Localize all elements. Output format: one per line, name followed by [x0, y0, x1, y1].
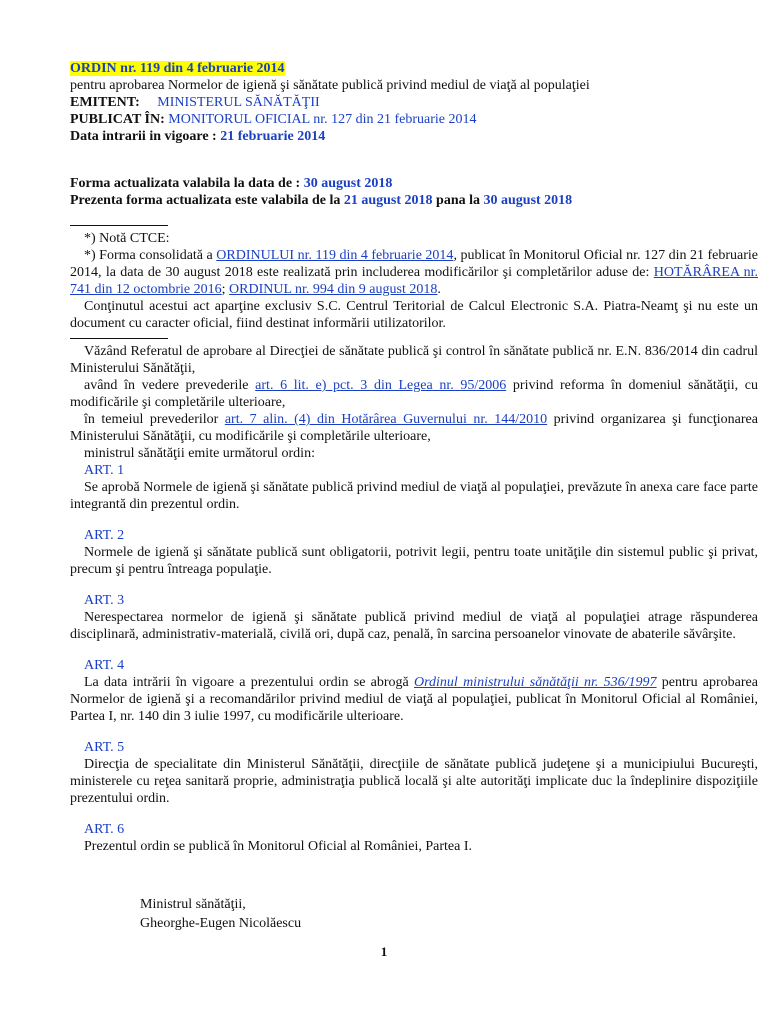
order-title-line: [70, 60, 758, 77]
article-5-label: ART. 5: [84, 740, 125, 755]
signature-role: Ministrul sănătăţii,: [140, 897, 246, 912]
document-page: [70, 60, 758, 933]
note-p1-end: .: [437, 282, 441, 297]
signature-name: Gheorghe-Eugen Nicolăescu: [140, 916, 302, 931]
article-6-text: Prezentul ordin se publică în Monitorul Oficial al României, Partea I.: [84, 839, 473, 854]
publicat-line: [70, 111, 758, 128]
article-6-label: ART. 6: [84, 822, 125, 837]
order-subtitle: pentru aprobarea Normelor de igienă şi sănătate publică privind mediul de viaţă al populaţiei: [70, 78, 590, 93]
note-paragraph-2: Conţinutul acestui act aparţine exclusiv S.C. Centrul Teritorial de Calcul Electronic S.A. Piatra-Neamţ şi nu este un document cu caracter oficial, fiind destinat informării utilizatorilor.: [70, 299, 758, 331]
legea-95-2006-link[interactable]: art. 6 lit. e) pct. 3 din Legea nr. 95/2006: [255, 378, 507, 393]
forma-date-to: 30 august 2018: [483, 193, 573, 208]
order-title: ORDIN nr. 119 din 4 februarie 2014: [70, 61, 285, 76]
ordinul-994-link[interactable]: ORDINUL nr. 994 din 9 august 2018: [229, 282, 438, 297]
preamble-paragraph-2: [70, 377, 758, 411]
note-p1-text-b: , publicat în Monitorul Oficial nr. 127 din 21 februarie 2014, la data de 30 august 2018 este realizată prin includerea modificărilor şi completărilor aduse de:: [70, 248, 759, 280]
article-2-text: Normele de igienă şi sănătate publică sunt obligatorii, potrivit legii, pentru toate unităţile din sistemul public şi privat, precum şi pentru întreaga populaţie.: [70, 545, 758, 577]
vigoare-line: [70, 128, 758, 145]
forma-line-1: [70, 175, 758, 192]
note-paragraph-1: [70, 247, 758, 298]
preamble-p3-text-b: privind organizarea şi funcţionarea Ministerului Sănătăţii, cu modificările şi completările ulterioare,: [70, 412, 758, 444]
emitent-value: MINISTERUL SĂNĂTĂŢII: [157, 95, 320, 110]
preamble-paragraph-4: ministrul sănătăţii emite următorul ordin:: [84, 446, 315, 461]
note-p1-text-a: *) Forma consolidată a: [84, 248, 213, 263]
hotararea-741-link[interactable]: HOTĂRÂREA nr. 741 din 12 octombrie 2016: [70, 265, 759, 297]
note-p1-sep: ;: [221, 282, 226, 297]
emitent-label: EMITENT:: [70, 95, 140, 110]
article-4-label: ART. 4: [84, 658, 125, 673]
article-5-text: Direcţia de specialitate din Ministerul Sănătăţii, direcţiile de sănătate publică judeţene şi a municipiului Bucureşti, ministerele cu reţea sanitară proprie, administraţia publică locală şi alte autorităţi implicate duc la îndeplinire dispoziţiile prezentului ordin.: [70, 757, 758, 806]
forma-line-2: [70, 192, 758, 209]
article-3-label: ART. 3: [84, 593, 125, 608]
preamble-p2-text-b: privind reforma în domeniul sănătăţii, cu modificările şi completările ulterioare,: [70, 378, 759, 410]
publicat-label: PUBLICAT ÎN:: [70, 112, 165, 127]
forma-date-from: 21 august 2018: [343, 193, 433, 208]
article-1-text: Se aprobă Normele de igienă şi sănătate publică privind mediul de viaţă al populaţiei, prevăzute în anexa care face parte integrantă din prezentul ordin.: [70, 480, 758, 512]
forma-label-2: Prezenta forma actualizata este valabila de la: [70, 193, 341, 208]
vigoare-label: Data intrarii in vigoare :: [70, 129, 217, 144]
emitent-line: [70, 94, 758, 111]
preamble-paragraph-1: Văzând Referatul de aprobare al Direcţiei de sănătate publică şi control în sănătate publică nr. E.N. 836/2014 din cadrul Ministerului Sănătăţii,: [70, 344, 758, 376]
preamble-paragraph-3: [70, 411, 758, 445]
article-4-text: [70, 674, 758, 725]
forma-date-1: 30 august 2018: [303, 176, 393, 191]
ordin-119-link[interactable]: ORDINULUI nr. 119 din 4 februarie 2014: [216, 248, 454, 263]
article-1-label: ART. 1: [84, 463, 125, 478]
preamble-p2-text-a: având în vedere prevederile: [84, 378, 249, 393]
separator-line: [70, 338, 168, 339]
note-heading: *) Notă CTCE:: [84, 231, 170, 246]
forma-mid: pana la: [436, 193, 480, 208]
article-2-label: ART. 2: [84, 528, 125, 543]
preamble-p3-text-a: în temeiul prevederilor: [84, 412, 219, 427]
publicat-value: MONITORUL OFICIAL nr. 127 din 21 februarie 2014: [168, 112, 477, 127]
separator-line: [70, 225, 168, 226]
article-4-text-b: pentru aprobarea Normelor de igienă şi a recomandărilor privind mediul de viaţă al populaţiei, publicat în Monitorul Oficial al României, Partea I, nr. 140 din 3 iulie 1997, cu modificările ulterioare.: [70, 675, 758, 724]
forma-label-1: Forma actualizata valabila la data de :: [70, 176, 301, 191]
article-3-text: Nerespectarea normelor de igienă şi sănătate publică privind mediul de viaţă al populaţiei atrage răspunderea disciplinară, administrativ-materială, civilă ori, după caz, penală, în sarcina persoanelor vinovate de abaterile săvârşite.: [70, 610, 758, 642]
ordinul-536-1997-link[interactable]: Ordinul ministrului sănătăţii nr. 536/1997: [414, 675, 657, 690]
vigoare-value: 21 februarie 2014: [220, 129, 326, 144]
hg-144-2010-link[interactable]: art. 7 alin. (4) din Hotărârea Guvernului nr. 144/2010: [224, 412, 548, 427]
article-4-text-a: La data intrării în vigoare a prezentului ordin se abrogă: [84, 675, 409, 690]
page-number: 1: [380, 944, 388, 959]
